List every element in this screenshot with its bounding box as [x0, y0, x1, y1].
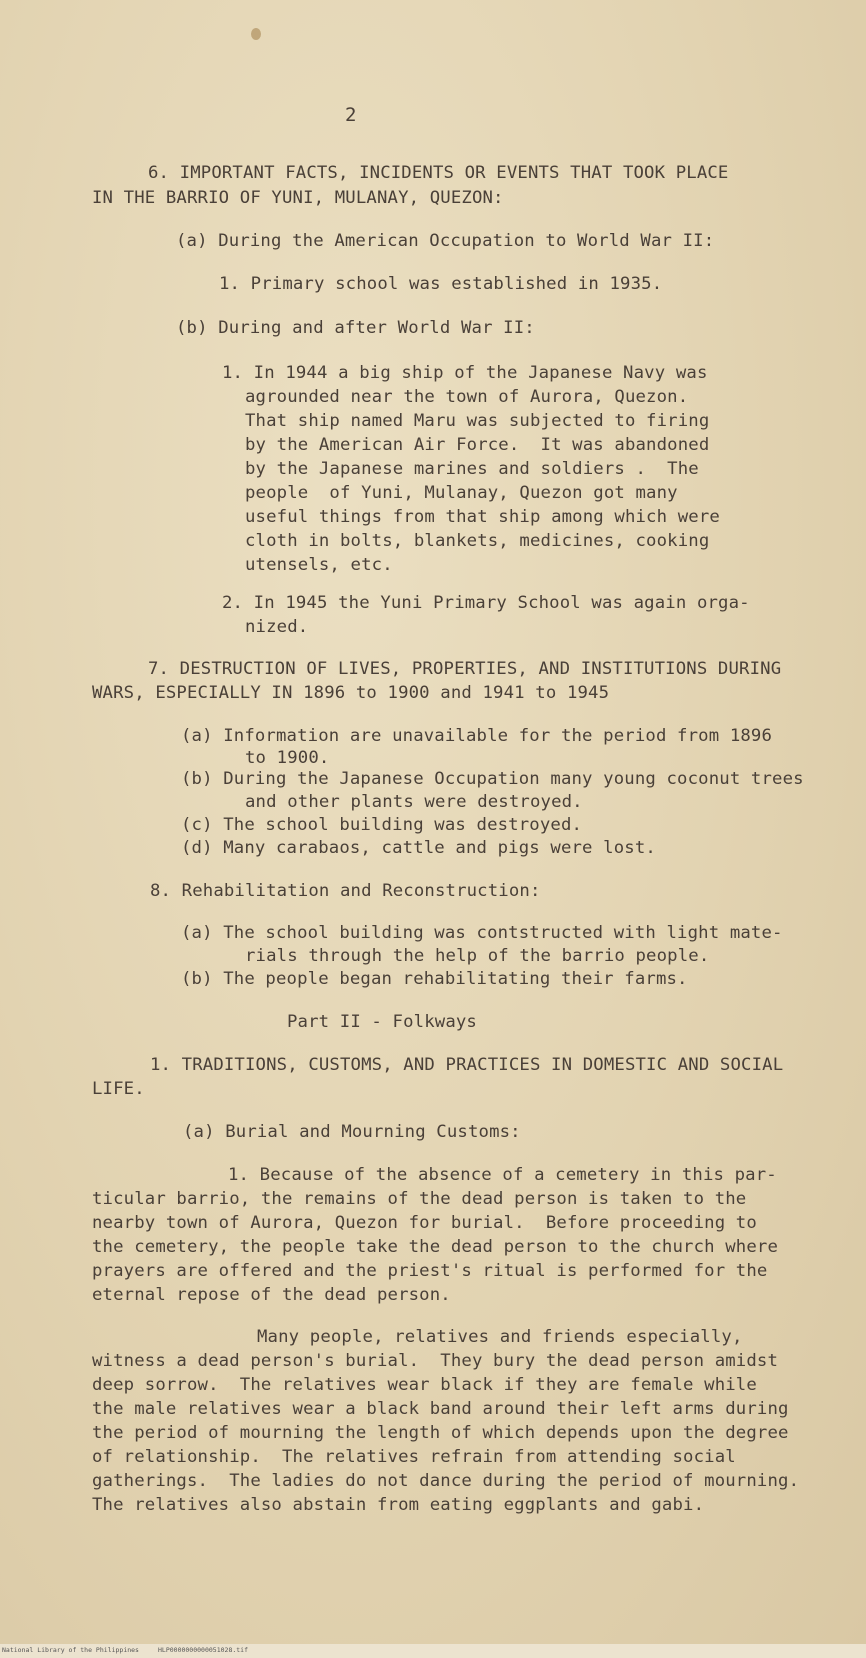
subsection-burial: (a) Burial and Mourning Customs:	[183, 1122, 521, 1142]
item-primary-school: 1. Primary school was established in 1935.	[219, 274, 663, 294]
section-8-heading: 8. Rehabilitation and Reconstruction:	[150, 881, 541, 901]
list-item: (a) The school building was contstructed with light mate-	[181, 923, 783, 943]
footer-file-id: HLP0000000000051028.tif	[158, 1646, 249, 1654]
list-item: (b) During the Japanese Occupation many young coconut trees	[181, 769, 804, 789]
section-6-heading: 6. IMPORTANT FACTS, INCIDENTS OR EVENTS THAT TOOK PLACE	[148, 163, 729, 183]
paragraph-line: agrounded near the town of Aurora, Quezon.	[245, 387, 689, 407]
list-item: (b) The people began rehabilitating their farms.	[181, 969, 688, 989]
paragraph-line: prayers are offered and the priest's ritual is performed for the	[92, 1261, 768, 1281]
folkways-heading: 1. TRADITIONS, CUSTOMS, AND PRACTICES IN DOMESTIC AND SOCIAL	[150, 1055, 784, 1075]
section-7-heading-cont: WARS, ESPECIALLY IN 1896 to 1900 and 1941 to 1945	[92, 683, 610, 703]
paragraph-line: utensels, etc.	[245, 555, 393, 575]
list-item: (c) The school building was destroyed.	[181, 815, 583, 835]
paragraph-line: nized.	[245, 617, 309, 637]
paragraph-line: eternal repose of the dead person.	[92, 1285, 451, 1305]
section-6-heading-cont: IN THE BARRIO OF YUNI, MULANAY, QUEZON:	[92, 188, 504, 208]
subsection-a: (a) During the American Occupation to World War II:	[176, 231, 715, 251]
list-item-cont: to 1900.	[245, 748, 330, 768]
section-7-heading: 7. DESTRUCTION OF LIVES, PROPERTIES, AND INSTITUTIONS DURING	[148, 659, 782, 679]
paragraph-line: That ship named Maru was subjected to firing	[245, 411, 710, 431]
paragraph-line: 1. In 1944 a big ship of the Japanese Navy was	[222, 363, 708, 383]
paragraph-line: gatherings. The ladies do not dance during the period of mourning.	[92, 1471, 800, 1491]
paragraph-line: people of Yuni, Mulanay, Quezon got many	[245, 483, 678, 503]
paragraph-line: ticular barrio, the remains of the dead person is taken to the	[92, 1189, 747, 1209]
paragraph-line: Many people, relatives and friends especially,	[257, 1327, 743, 1347]
paragraph-line: nearby town of Aurora, Quezon for burial. Before proceeding to	[92, 1213, 757, 1233]
paragraph-line: 2. In 1945 the Yuni Primary School was again orga-	[222, 593, 750, 613]
paragraph-line: witness a dead person's burial. They bury the dead person amidst	[92, 1351, 779, 1371]
list-item-cont: rials through the help of the barrio people.	[245, 946, 710, 966]
paragraph-line: The relatives also abstain from eating eggplants and gabi.	[92, 1495, 705, 1515]
ink-smudge	[251, 28, 261, 40]
list-item: (d) Many carabaos, cattle and pigs were lost.	[181, 838, 656, 858]
list-item: (a) Information are unavailable for the period from 1896	[181, 726, 773, 746]
page-number: 2	[345, 104, 357, 126]
paragraph-line: useful things from that ship among which were	[245, 507, 720, 527]
folkways-heading-cont: LIFE.	[92, 1079, 145, 1099]
paragraph-line: of relationship. The relatives refrain from attending social	[92, 1447, 736, 1467]
paragraph-line: the period of mourning the length of which depends upon the degree	[92, 1423, 789, 1443]
footer-library: National Library of the Philippines	[2, 1646, 139, 1654]
part-heading: Part II - Folkways	[287, 1012, 477, 1032]
paragraph-line: by the American Air Force. It was abandoned	[245, 435, 710, 455]
subsection-b: (b) During and after World War II:	[176, 318, 535, 338]
paragraph-line: cloth in bolts, blankets, medicines, cooking	[245, 531, 710, 551]
paragraph-line: by the Japanese marines and soldiers . The	[245, 459, 699, 479]
list-item-cont: and other plants were destroyed.	[245, 792, 583, 812]
paragraph-line: the male relatives wear a black band around their left arms during	[92, 1399, 789, 1419]
paragraph-line: 1. Because of the absence of a cemetery in this par-	[228, 1165, 777, 1185]
paragraph-line: the cemetery, the people take the dead person to the church where	[92, 1237, 779, 1257]
paragraph-line: deep sorrow. The relatives wear black if they are female while	[92, 1375, 757, 1395]
